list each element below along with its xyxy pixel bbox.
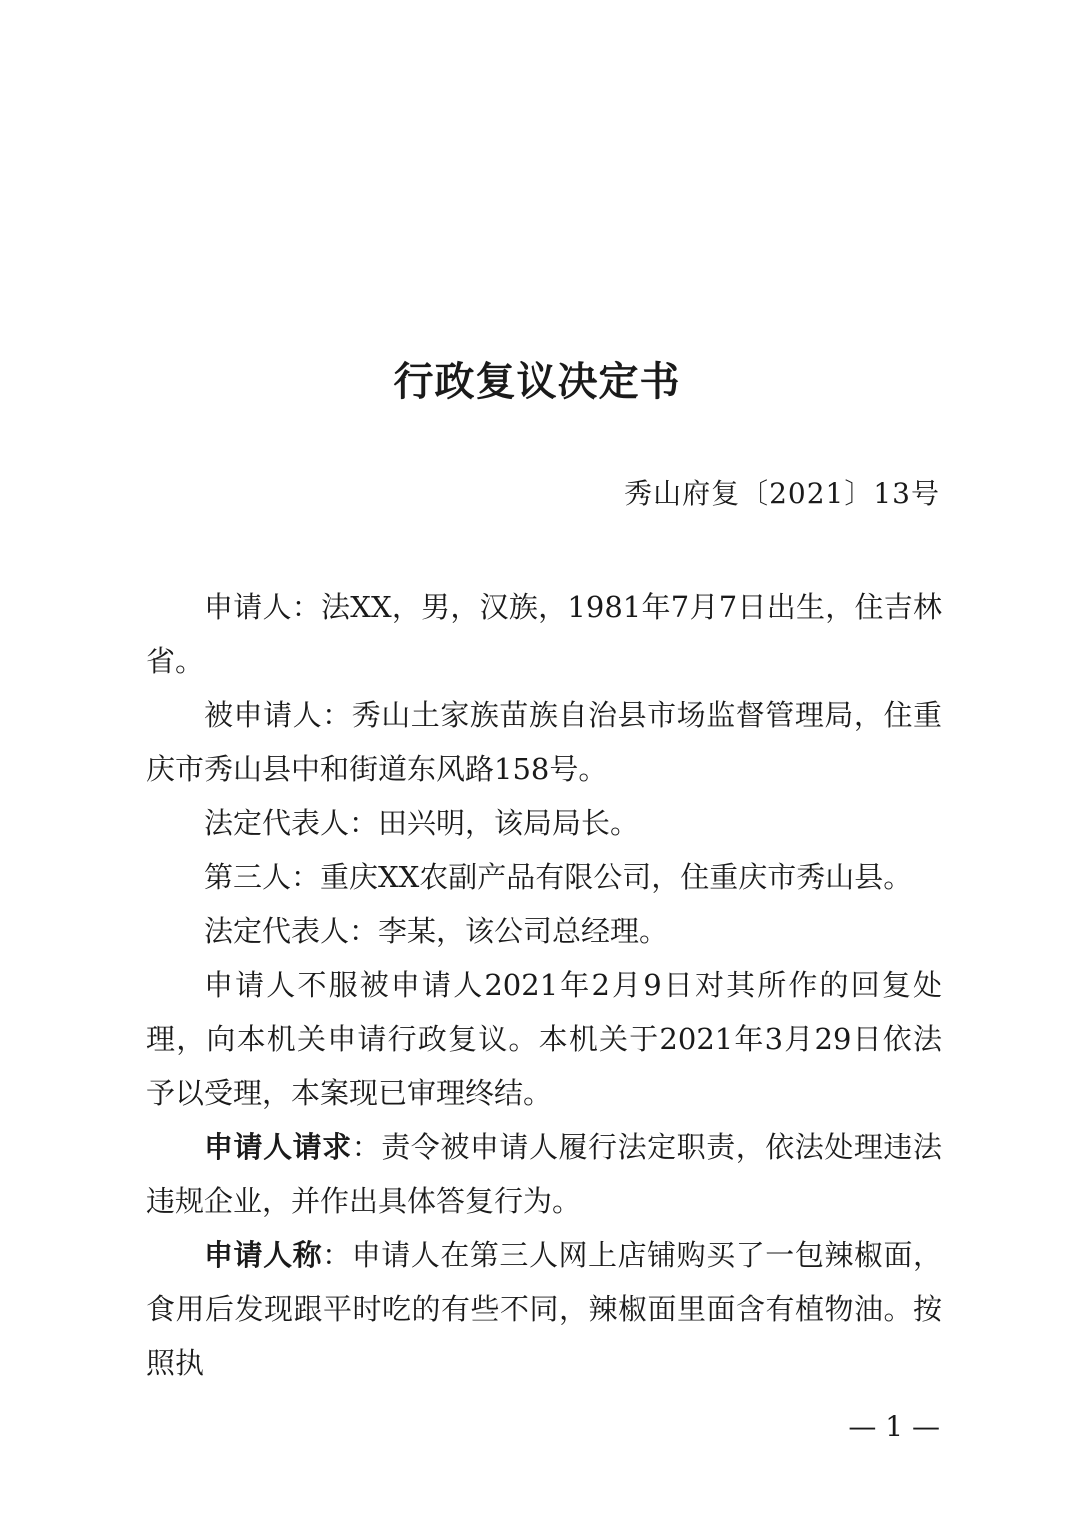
paragraph-third-party bbox=[146, 850, 942, 904]
paragraph-lead: 申请人称 bbox=[204, 1238, 323, 1272]
document-body bbox=[146, 580, 942, 1390]
paragraph-respondent-representative bbox=[146, 796, 942, 850]
paragraph-text: 申请人不服被申请人2021年2月9日对其所作的回复处理，向本机关申请行政复议。本机关于2021年3月29日依法予以受理，本案现已审理终结。 bbox=[146, 968, 942, 1110]
paragraph-third-party-representative bbox=[146, 904, 942, 958]
paragraph-applicant-statement bbox=[146, 1228, 942, 1390]
paragraph-text: 第三人：重庆XX农副产品有限公司，住重庆市秀山县。 bbox=[204, 860, 913, 894]
paragraph-respondent bbox=[146, 688, 942, 796]
paragraph-text: 申请人：法XX，男，汉族，1981年7月7日出生，住吉林省。 bbox=[146, 590, 942, 678]
paragraph-text: 法定代表人：田兴明，该局局长。 bbox=[204, 806, 640, 840]
paragraph-lead: 申请人请求 bbox=[204, 1130, 352, 1164]
paragraph-text: ：申请人在第三人网上店铺购买了一包辣椒面，食用后发现跟平时吃的有些不同，辣椒面里面含有植物油。按照执 bbox=[146, 1238, 942, 1380]
paragraph-case-summary bbox=[146, 958, 942, 1120]
paragraph-text: 被申请人：秀山土家族苗族自治县市场监督管理局，住重庆市秀山县中和街道东风路158号。 bbox=[146, 698, 942, 786]
document-number: 秀山府复〔2021〕13号 bbox=[624, 477, 940, 510]
paragraph-text: ：责令被申请人履行法定职责，依法处理违法违规企业，并作出具体答复行为。 bbox=[146, 1130, 942, 1218]
paragraph-text: 法定代表人：李某，该公司总经理。 bbox=[204, 914, 669, 948]
document-title: 行政复议决定书 bbox=[393, 358, 681, 405]
paragraph-applicant bbox=[146, 580, 942, 688]
paragraph-applicant-request bbox=[146, 1120, 942, 1228]
page-number: — 1 — bbox=[848, 1410, 940, 1443]
